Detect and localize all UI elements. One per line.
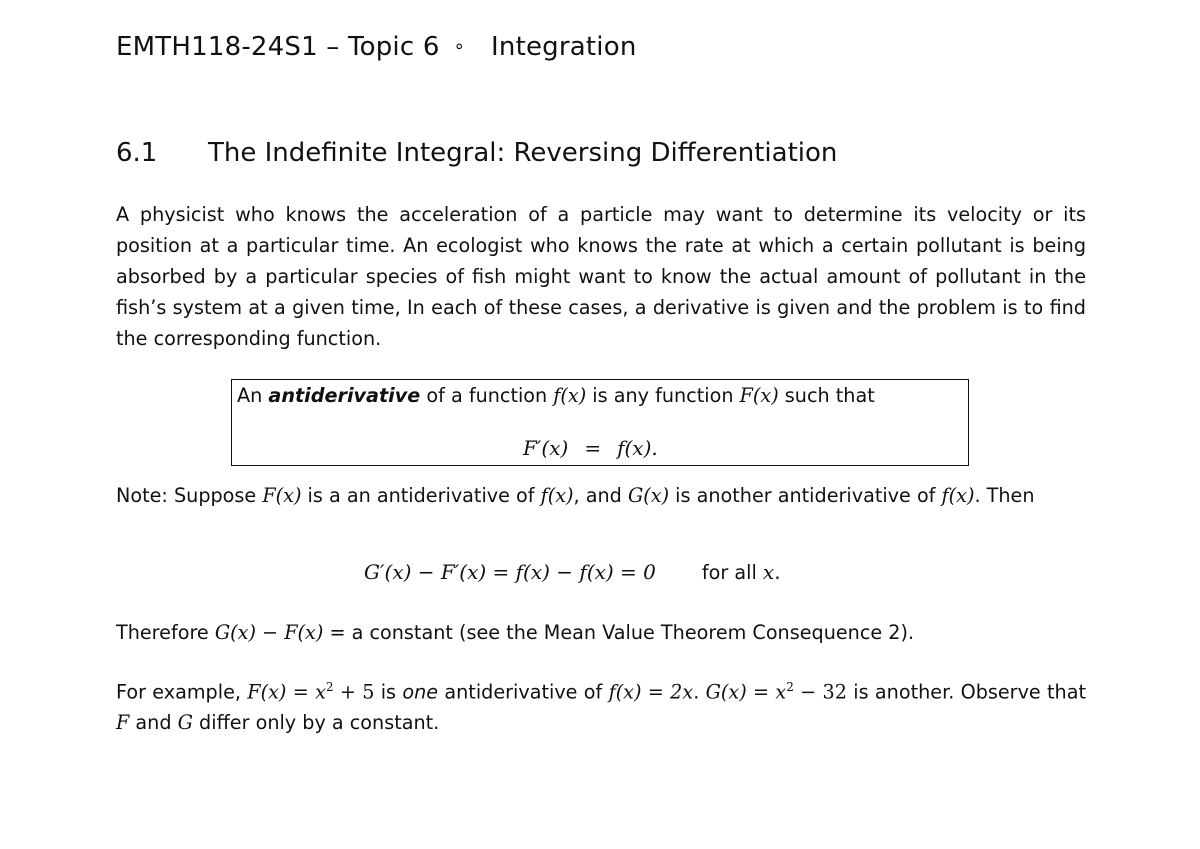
math-inline: G(x) − F(x) [214,621,324,644]
therefore-text: = a constant (see the Mean Value Theorem Consequence 2). [323,621,915,644]
math-superscript: 2 [786,680,794,694]
math-Fx: F(x) [739,384,779,407]
note-text: is a an antiderivative of [301,484,541,507]
math-fx: f(x) [553,384,587,407]
equation-lhs: F′(x) [523,436,569,460]
therefore-text: Therefore [116,621,215,644]
example-text: is another. Observe that [846,680,1086,704]
definition-text: such that [778,384,875,407]
note-text: is another antiderivative of [669,484,942,507]
note-text: . Then [974,484,1035,507]
example-text: is [374,680,403,704]
math-inline: f(x) [540,484,574,507]
example-text: antiderivative of [438,680,609,704]
math-inline: − 32 [793,680,847,704]
example-text: For example, [116,680,248,704]
section-heading [116,138,837,168]
example-text: . [693,680,706,704]
example-paragraph [116,672,1086,738]
equation-equals: = [584,436,602,460]
math-inline: G(x) [627,484,670,507]
definition-text: An [237,384,269,407]
therefore-paragraph [116,617,1086,648]
display-expression: G′(x) − F′(x) = f(x) − f(x) = 0 [364,560,656,584]
math-superscript: 2 [325,680,334,694]
math-inline: G(x) = x [705,680,787,704]
emphasis-text: one [402,680,439,704]
definition-box [231,379,969,466]
example-text: differ only by a constant. [192,711,440,735]
example-text: and [129,711,178,735]
note-text: Note: Suppose [116,484,263,507]
note-paragraph [116,480,1086,511]
math-inline: f(x) = 2x [608,680,694,704]
section-number: 6.1 [116,138,158,168]
display-equation [364,560,781,584]
equation-period: . [774,560,781,584]
equation-rhs: f(x). [617,436,658,460]
math-inline: x [762,560,775,584]
definition-text: is any function [586,384,740,407]
math-inline: + 5 [333,680,375,704]
definition-term: antiderivative [268,384,421,407]
math-inline: F [116,711,130,735]
for-all-text: for all [701,561,763,584]
math-inline: f(x) [941,484,975,507]
math-inline: G [177,711,193,735]
topic-title: Integration [491,32,637,62]
header-separator: ∘ [453,36,466,57]
math-inline: F(x) = x [247,680,326,704]
intro-paragraph: A physicist who knows the acceleration of a particle may want to determine its velocity or its position at a particular time. An ecologist who knows the rate at which a certain pollutant is being absorbed by a particular species of fish might want to know the actual amount of pollutant in the fish’s system at a given time, In each of these cases, a derivative is given and the problem is to find the corresponding function. [116,203,1086,350]
definition-statement [237,384,875,407]
section-title: The Indefinite Integral: Reversing Differentiation [208,138,838,168]
definition-equation [523,436,658,460]
definition-text: of a function [420,384,554,407]
course-title: EMTH118-24S1 – Topic 6 [116,32,440,62]
math-inline: F(x) [262,484,302,507]
note-text: , and [573,484,628,507]
page-header [116,32,637,62]
